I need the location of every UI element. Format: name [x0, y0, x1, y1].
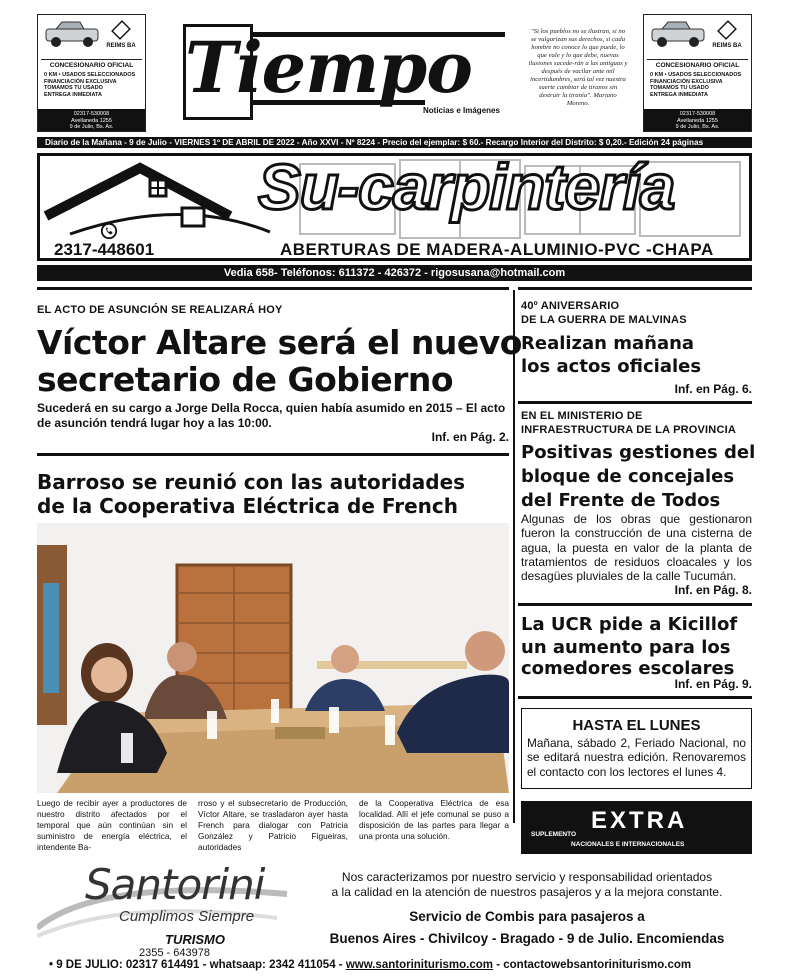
list-item: FINANCIACIÓN EXCLUSIVA: [650, 78, 723, 85]
ministerio-headline-1: Positivas gestiones del: [521, 442, 756, 463]
dealer-phone: 02317-530008: [679, 111, 716, 117]
photo-caption-col-1: Luego de recibir ayer a productores de nuestro distrito afectados por el temporal que aún continúan sin el suministro de energía eléctrica, el intendente Ba-: [37, 798, 187, 852]
ministerio-headline-2: bloque de concejales: [521, 466, 735, 487]
dealer-contact: [38, 109, 145, 131]
santorini-type: TURISMO: [165, 932, 225, 947]
santorini-footer: [49, 959, 691, 971]
notice-body: Mañana, sábado 2, Feriado Nacional, no se editará nuestra edición. Renovaremos el contacto con los lectores el lunes 4.: [527, 736, 746, 779]
extra-supplement-box: [521, 801, 752, 854]
malvinas-kicker-2: DE LA GUERRA DE MALVINAS: [521, 314, 687, 326]
dealer-phone: 02317-530008: [73, 111, 110, 117]
santorini-service-2: Buenos Aires - Chivilcoy - Bragado - 9 de Julio. Encomiendas: [329, 931, 725, 946]
photo-caption-col-2: rroso y el subsecretario de Producción, Víctor Altare, se trasladaron ayer hasta French para dialogar con Patricia González y Patricio Figueiras, autoridades: [198, 798, 348, 852]
section-rule: [37, 453, 509, 456]
section-rule: [518, 401, 752, 404]
dealer-address: Avellaneda 1255: [677, 117, 718, 124]
photo-caption-col-3: de la Cooperativa Eléctrica de esa localidad. Allí el jefe comunal se puso a disposición de las partes para llegar a una pronta una solución.: [359, 798, 509, 841]
meeting-photo: [37, 523, 509, 793]
santorini-phone-small: 2355 - 643978: [139, 947, 210, 959]
ministerio-body: Algunas de los obras que gestionaron fueron la construcción de una cisterna de agua, la puesta en valor de la planta de tratamientos de residuos cloacales y los desagües pluviales de la calle Tucumán.: [521, 512, 752, 584]
dealer-city: 9 de Julio, Bs. As.: [69, 124, 114, 130]
dealer-name: REIMS BA: [106, 43, 136, 49]
ministerio-kicker-1: EN EL MINISTERIO DE: [521, 410, 643, 422]
section-rule: [518, 603, 752, 606]
malvinas-headline-1: Realizan mañana: [521, 333, 695, 354]
santorini-logo: Santorini: [85, 860, 265, 909]
santorini-line-1: Nos caracterizamos por nuestro servicio y responsabilidad orientados: [341, 870, 713, 884]
extra-subtitle: NACIONALES E INTERNACIONALES: [571, 841, 685, 848]
main-lead: Sucederá en su cargo a Jorge Della Rocca, quien había asumido en 2015 – El acto de asunción tendrá lugar hoy a las 10:00.: [37, 401, 506, 430]
renault-brand: [103, 19, 139, 49]
dealer-bullets: [44, 72, 135, 98]
ucr-headline-2: un aumento para los: [521, 637, 731, 658]
dealer-official-label: CONCESIONARIO OFICIAL: [41, 59, 142, 69]
column-divider: [513, 290, 515, 823]
carpinteria-title: Su-carpintería: [258, 153, 675, 223]
renault-logo-icon: [111, 20, 131, 40]
dealer-city: 9 de Julio, Bs. As.: [675, 124, 720, 130]
notice-title: HASTA EL LUNES: [572, 717, 701, 734]
list-item: 0 KM • USADOS SELECCIONADOS: [44, 72, 136, 78]
ucr-headline-3: comedores escolares: [521, 658, 735, 679]
santorini-slogan: Cumplimos Siempre: [119, 908, 255, 925]
section-rule: [37, 287, 509, 290]
santorini-footer-contact: • 9 DE JULIO: 02317 614491 - whatsaap: 2342 411054 -: [49, 959, 343, 971]
santorini-service-1: Servicio de Combis para pasajeros a: [409, 909, 645, 924]
carpinteria-contact-bar: Vedia 658- Teléfonos: 611372 - 426372 - rigosusana@hotmail.com: [37, 265, 752, 281]
malvinas-headline-2: los actos oficiales: [521, 356, 702, 377]
dateline-bar: Diario de la Mañana - 9 de Julio - VIERNES 1º DE ABRIL DE 2022 - Año XXVI - Nº 8224 - Precio del ejemplar: $ 60.- Recargo Interior del Distrito: $ 0,20.- Edición 24 páginas: [37, 137, 752, 148]
extra-supplement-label: SUPLEMENTO: [531, 831, 577, 838]
header-ad-left: [37, 14, 146, 132]
main-headline-line-2: secretario de Gobierno: [37, 360, 454, 399]
ministerio-page-ref: Inf. en Pág. 8.: [674, 583, 752, 597]
list-item: ENTREGA INMEDIATA: [44, 91, 102, 98]
section-rule: [518, 287, 752, 290]
ucr-headline-1: La UCR pide a Kicillof: [521, 614, 738, 635]
second-headline-line-2: de la Cooperativa Eléctrica de French: [37, 494, 458, 518]
masthead-tagline: Noticias e Imágenes: [423, 106, 500, 115]
santorini-ad: [37, 858, 752, 977]
dealer-bullets: [650, 72, 741, 98]
santorini-website-link[interactable]: www.santoriniturismo.com: [345, 959, 494, 971]
carpinteria-phone: 2317-448601: [54, 240, 155, 259]
notice-box: [521, 708, 752, 789]
malvinas-kicker-1: 40º ANIVERSARIO: [521, 300, 620, 312]
meeting-photo-illustration: [37, 523, 509, 793]
malvinas-page-ref: Inf. en Pág. 6.: [674, 382, 752, 396]
carpinteria-banner: [37, 153, 752, 261]
list-item: TOMAMOS TU USADO: [44, 85, 103, 91]
list-item: TOMAMOS TU USADO: [650, 85, 709, 91]
santorini-footer-email: - contactowebsantoriniturismo.com: [496, 959, 692, 971]
extra-title: EXTRA: [591, 807, 688, 834]
pickup-truck-icon: [648, 19, 708, 49]
renault-brand: [709, 19, 745, 49]
pickup-truck-icon: [42, 19, 102, 49]
list-item: FINANCIACIÓN EXCLUSIVA: [44, 78, 117, 85]
dealer-official-label: CONCESIONARIO OFICIAL: [647, 59, 748, 69]
main-page-ref: Inf. en Pág. 2.: [431, 430, 509, 444]
ministerio-kicker-2: INFRAESTRUCTURA DE LA PROVINCIA: [521, 424, 736, 436]
second-headline-line-1: Barroso se reunió con las autoridades: [37, 470, 466, 494]
ucr-page-ref: Inf. en Pág. 9.: [674, 677, 752, 691]
whatsapp-icon: [100, 222, 118, 240]
main-headline-line-1: Víctor Altare será el nuevo: [37, 323, 522, 362]
list-item: ENTREGA INMEDIATA: [650, 91, 708, 98]
list-item: 0 KM • USADOS SELECCIONADOS: [650, 72, 742, 78]
carpinteria-subtitle: ABERTURAS DE MADERA-ALUMINIO-PVC -CHAPA: [280, 240, 714, 259]
dealer-contact: [644, 109, 751, 131]
masthead-logo-block: [183, 24, 505, 122]
header-ad-right: [643, 14, 752, 132]
section-rule: [518, 696, 752, 699]
masthead-quote: "Si los pueblos no se ilustran, si no se vulgarizan sus derechos, si cada hombre no conoce lo que puede, lo que vale y lo que debe, nuevas ilusiones sucede-rán a las antiguas y después de vacilar ante mil incertidumbres, será tal vez nuestra suerte cambiar de tiranos sin destruir la tiranía". Mariano Moreno.: [528, 28, 628, 107]
ministerio-headline-3: del Frente de Todos: [521, 490, 721, 511]
main-kicker: EL ACTO DE ASUNCIÓN SE REALIZARÁ HOY: [37, 304, 283, 316]
masthead-logo: Tiempo: [185, 26, 472, 109]
dealer-name: REIMS BA: [712, 43, 742, 49]
dealer-address: Avellaneda 1255: [71, 117, 112, 124]
renault-logo-icon: [717, 20, 737, 40]
santorini-line-2: a la calidad en la atención de nuestros pasajeros y a la mejora constante.: [331, 885, 723, 899]
